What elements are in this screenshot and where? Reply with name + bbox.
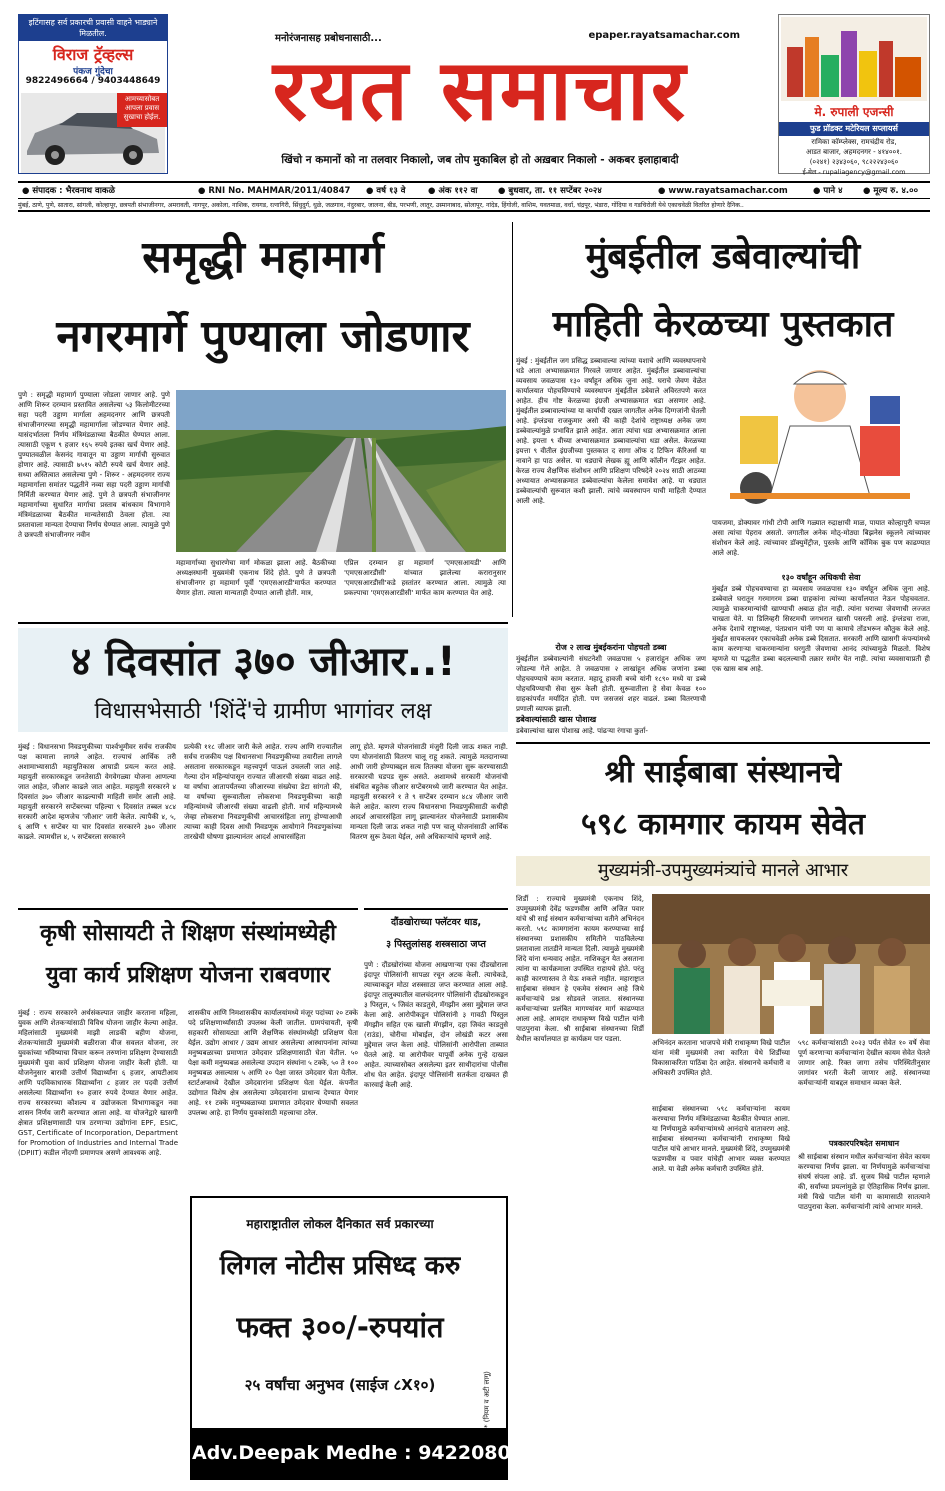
krushi-col-2: शासकीय आणि निमशासकीय कार्यालयांमध्ये मंजूर पदांच्या २० टक्के पदे प्रशिक्षणार्थ्यांसाठी उपलब्ध केली जातील. ग्रामपंचायती, कृषी सहकारी सोसायट्या आणि शैक्षणिक संस्थांमध्येही प्रशिक्षण घेता येईल. उद्योग आधार / उद्यम आधार असलेल्या आस्थापनांना त्यांच्या मनुष्यबळाच्या प्रमाणात उमेदवार प्रशिक्षणासाठी घेता येतील. ५० पेक्षा कमी मनुष्यबळ असलेल्या उपदान संस्थांना ५ टक्के, ५० ते १०० मनुष्यबळ असल्यास ५ आणि २० पेक्षा जास्त उमेदवार घेता येतील. स्टार्टअप्सध्ये देखील उमेदवारांना प्रशिक्षण घेता येईल. कंपनीत उद्योगात विशेष क्षेत्र असलेल्या उमेदवारांना प्राधान्य देण्यात येणार आहे. ११ टक्के मनुष्यबळाच्या प्रमाणात उमेदवार घेण्याची सवलत उपलब्ध आहे. हा निर्णय युवकांसाठी महत्त्वाचा ठरेल.	[188, 1009, 358, 1117]
dabbawala-right-text-2: मुंबईत डब्बे पोहचवण्याचा हा व्यवसाय जवळपास १३० वर्षांहून अधिक जुना आहे. डब्बेवाले घरातून गरमागरम डब्बा ग्राहकांना त्यांच्या कार्यालयात नेऊन पोहचवतात. त्यामुळे चाकरमान्यांची खाण्याची अबाळ होत नाही. त्यांना घराच्या जेवणाची लज्जत चाखता येते. या डिलिव्हरी सिस्टमची जगभरात खासी पसरली आहे. इंग्लंडचा राजा, अनेक देशाचे राष्ट्राध्यक्ष, पंतप्रधान यांनी पण या कामाचे तोंडभरून कौतुक केले आहे. मुंबईत सायकलवर एकाचवेळी अनेक डब्बे दिसतात. सरकारी आणि खासगी कंपन्यांमध्ये काम करणाऱ्या चाकरमान्यांना घरगुती जेवणाचा आनंद त्यांच्यामुळे मिळतो. विशेष म्हणजे या पद्धतीत डब्बा बदलल्याची तक्रार समोर येत नाही. त्यांचा व्यवसायाप्रती ही एक खास बाब आहे.	[712, 585, 930, 673]
ad-viraj-name: विराज ट्रॅव्हल्स	[52, 45, 134, 64]
samruddhi-col-3: एप्रिल दरम्यान हा महामार्ग 'एमएसआयडी' आणि 'एमएसआरडीसी' यांच्यात झालेल्या करारानुसार 'एमएसआरडीसी'कडे हस्तांतर करण्यात आला. त्यामुळे त्या प्रकल्पाचा 'एमएसआरडीसी' मार्फत काम करण्यात येत आहे.	[344, 559, 506, 597]
daund-text: पुणे : दौंडखोरांच्या योजना आखणाऱ्या एका दौंडखोराला इंदापूर पोलिसांनी सापळा रचून अटक केली. त्याचेकडे, त्याच्याकडून मोठा शस्त्रसाठा जप्त करण्यात आला आहे. इंदापूर तालुक्यातील वालचंदनगर पोलिसांनी दौंडखोराकडून ३ पिस्तुल, ५ जिवंत काडतुसे, मॅगझीन असा मुद्देमाल जप्त केला आहे. आरोपीकडून पोलिसांनी ३ गावठी पिस्तुल मॅगझीन सहित एक खाली मॅगझीन, दहा जिवंत काडतुसे (राउंड), चोरीचा मोबाईल, दोन लोखंडी कटर असा मुद्देमाल जप्त केला आहे. पोलिसांनी आरोपीला ताब्यात घेतले आहे. या आरोपीवर यापूर्वी अनेक गुन्हे दाखल आहेत. त्याच्यासोबत असलेल्या इतर साथीदारांचा पोलीस शोध घेत आहेत. इंदापूर पोलिसांनी सतर्कता दाखवत ही कारवाई केली आहे.	[364, 961, 508, 1089]
ad-rupali-phone: (०२४१) २३४३०६०, ९८२२२४३०६०	[809, 158, 899, 166]
ad-legal-notice	[190, 1196, 551, 1480]
saibaba-col-3b: श्री साईबाबा संस्थान मधील कर्मचाऱ्यांना सेवेत कायम करण्याचा निर्णय झाला. या निर्णयामुळे कर्मचाऱ्यांचा संघर्ष संपला आहे. डॉ. सुजय विखे पाटील म्हणाले की, सर्वांच्या प्रयत्नांमुळे हा ऐतिहासिक निर्णय झाला. मंत्री विखे पाटील यांनी या कामासाठी सातत्याने पाठपुरावा केला. कर्मचाऱ्यांनी त्यांचे आभार मानले.	[798, 1153, 930, 1211]
masthead-epaper[interactable]: epaper.rayatsamachar.com	[588, 30, 740, 41]
highway-photo	[176, 390, 506, 552]
ad-rupali-sub: फुड प्रॉडक्ट मटेरियल सप्लायर्स	[779, 122, 929, 136]
samruddhi-headline-2: नगरमार्गे पुण्याला जोडणार	[56, 311, 470, 362]
dabbawala-text-3: डबेवाल्यांचा खास पोशाख आहे. पांढऱ्या रंगाचा कुर्ता-	[516, 727, 648, 735]
article-samruddhi	[18, 222, 508, 614]
info-year: ● वर्ष १३ वे	[366, 186, 406, 196]
ad-rupali-addr2: आडत बाजार, अहमदनगर - ४१४००१.	[806, 148, 902, 156]
info-price: ● मूल्य रु. ४.००	[863, 186, 918, 196]
masthead-title: रयत समाचार	[272, 41, 688, 139]
dabbawala-sub-3: १३० वर्षांहून अधिकची सेवा	[781, 573, 861, 582]
masthead-quote: खिंचो न कमानों को ना तलवार निकालो, जब तोप मुकाबिल हो तो अख़बार निकालो - अकबर इलाहाबादी	[281, 154, 679, 166]
gr-subhead: विधासभेसाठी 'शिंदें'चे ग्रामीण भागांवर लक्ष	[94, 699, 432, 724]
saibaba-headline-1: श्री साईबाबा संस्थानचे	[604, 755, 842, 790]
info-issue: ● अंक ११२ वा	[428, 186, 478, 196]
notice-contact[interactable]: Adv.Deepak Medhe : 9422080597	[192, 1428, 506, 1478]
ad-rupali-name: मे. रुपाली एजन्सी	[814, 105, 894, 119]
saibaba-col-1: शिर्डी : राज्याचे मुख्यमंत्री एकनाथ शिंदे, उपमुख्यमंत्री देवेंद्र फडणवीस आणि अजित पवार यांचे श्री साई संस्थान कर्मचाऱ्यांच्या वतीने अभिनंदन करतो. ५९८ कामगारांना कायम करण्याच्या साई संस्थानच्या प्रशासकीय समितीने पाठविलेल्या प्रस्तावाला तातडीने मान्यता दिली. त्यामुळे मुख्यमंत्री शिंदे यांना धन्यवाद आहेत. नाशिकहून येत असताना त्यांना या कार्यक्रमाला उपस्थित राहायचे होते. परंतु काही कारणास्तव ते येऊ शकले नाहीत. महाराष्ट्रात साईबाबा संस्थान हे एकमेव संस्थान आहे जिथे कर्मचाऱ्यांचे प्रश्न सोडवले जातात. संस्थानच्या कर्मचाऱ्यांच्या प्रलंबित मागण्यांवर मार्ग काढण्यात आला आहे. आमदार राधाकृष्ण विखे पाटील यांनी पाठपुरावा केला. श्री साईबाबा संस्थानच्या शिर्डी येथील कार्यालयात हा कार्यक्रम पार पडला.	[516, 895, 644, 1043]
info-pages: ● पाने ४	[813, 186, 843, 196]
ad-viraj-top: इटिंगासह सर्व प्रकारची प्रवासी वाहने भाड्याने मिळतील.	[19, 15, 167, 41]
notice-line-4: २५ वर्षांचा अनुभव (साईज ८X१०)	[244, 1376, 436, 1394]
article-saibaba	[516, 742, 930, 1480]
dabbawala-headline-1: मुंबईतील डबेवाल्यांची	[585, 236, 861, 277]
gr-col-3: लागू होते. म्हणजे योजनांसाठी मंजुरी दिली जाऊ शकत नाही. पण योजनांसाठी वितरण चालू राहू शकते. त्यामुळे मतदानाच्या आधी जारी होण्याबद्दल सत्य तितक्या योजना सुरू करण्यासाठी सरकारची घडपड सुरू असते. अशामध्ये सरकारी योजनांची संबंधित बहुतेक जीआर सप्टेंबरमध्ये जारी करण्यात येत आहेत. महायुती सरकारने १ ते ९ सप्टेंबर दरम्यान ४८४ जीआर जारी केले आहेत. कारण राज्य विधानसभा निवडणुकीसाठी कधीही आदर्श आचारसंहिता लागू झाल्यानंतर योजनेसाठी प्रशासकीय मान्यता दिली जाऊ शकत नाही पण चालू योजनांसाठी आर्थिक वितरण सुरू ठेवता येईल, असे अधिकाऱ्यांचे म्हणणे आहे.	[350, 743, 508, 841]
dabbawala-illustration	[710, 356, 928, 516]
gr-col-1: मुंबई : विधानसभा निवडणुकीच्या पार्श्वभूमीवर सर्वच राजकीय पक्ष कामाला लागले आहेत. राज्याचं आर्थिक तरी अशामाभ्यासाठी महायुतिकास आघाडी प्रयत्न करत आहे. महायुती सरकारकडून जनतेसाठी वेगवेगळ्या योजना आणल्या जात आहेत, जीआर काढले जात आहेत. महायुती सरकारने ४ दिवसांत ३७० जीआर काढल्याची माहिती समोर आली आहे. महायुती सरकारने सप्टेंबरच्या पहिल्या ९ दिवसांत तब्बल ४८४ सरकारी आदेश म्हणजेच 'जीआर' जारी केलेत. त्यापैकी ४, ५, ६ आणि ९ सप्टेंबर या चार दिवसांत सरकारने ३७० जीआर काढले. त्यामधील ४, ५ सप्टेंबरला सरकारने	[18, 743, 176, 841]
info-rni: ● RNI No. MAHMAR/2011/40847	[198, 186, 351, 196]
krushi-col-1: मुंबई : राज्य सरकारने अर्थसंकल्पात जाहीर करताना महिला, युवक आणि शेतकऱ्यांसाठी विविध योजना जाहीर केल्या आहेत. महिलांसाठी मुख्यमंत्री माझी लाडकी बहीण योजना, शेतकऱ्यांसाठी मुख्यमंत्री बळीराजा वीज सवलत योजना, तर युवकांच्या भविष्याचा विचार करून तरुणांना प्रशिक्षण देण्यासाठी मुख्यमंत्री युवा कार्य प्रशिक्षण योजना जाहीर केली होती. या योजनेनुसार बारावी उत्तीर्ण विद्यार्थ्यांना ६ हजार, आयटीआय आणि पदविकाधारक विद्यार्थ्यांना ८ हजार तर पदवी उत्तीर्ण असलेल्या विद्यार्थ्यांना १० हजार रुपये देण्यात येणार आहेत. राज्य सरकारच्या कौशल्य व उद्योजकता विभागाकडून नवा शासन निर्णय जारी करण्यात आला आहे. या योजनेद्वारे खासगी क्षेत्रात प्रशिक्षणासाठी पात्र ठरणाऱ्या उद्योगांना EPF, ESIC, GST, Certificate of Incorporation, Department for Promotion of Industries and Internal Trade (DPIIT) कडील नोंदणी प्रमाणपत्र असणे आवश्यक आहे.	[18, 1009, 178, 1157]
saibaba-subhead: मुख्यमंत्री-उपमुख्यमंत्र्यांचे मानले आभार	[516, 856, 930, 886]
masthead	[0, 0, 945, 178]
info-bar	[18, 181, 930, 199]
daund-headline-1: दौंडखोराच्या फ्लॅटवर धाड,	[390, 917, 482, 928]
info-website[interactable]: ● www.rayatsamachar.com	[658, 186, 788, 196]
dabbawala-sub-1: रोज २ लाख मुंबईकरांना पोहचतो डब्बा	[555, 643, 667, 652]
products-photo	[781, 17, 927, 101]
notice-line-1: महाराष्ट्रातील लोकल दैनिकात सर्व प्रकारच्या	[246, 1217, 434, 1231]
ad-viraj-slogan: आमच्यासोबत आपला प्रवास सुखाचा होईल.	[117, 93, 167, 127]
ad-rupali-agency	[778, 14, 930, 174]
saibaba-headline-2: ५९८ कामगार कायम सेवेत	[580, 807, 866, 842]
krushi-headline-2: युवा कार्य प्रशिक्षण योजना राबवणार	[45, 963, 331, 988]
article-gr	[18, 622, 508, 904]
ad-rupali-addr1: रामिका कॉम्प्लेक्स, रामचंद्रीय रोड,	[811, 138, 897, 146]
gr-headline: ४ दिवसांत ३७० जीआर..!	[70, 639, 456, 685]
saibaba-sub-right: पत्रकारपरिषदेत समाधान	[828, 1139, 900, 1148]
samruddhi-headline-1: समृद्धी महामार्ग	[142, 232, 384, 283]
notice-line-3: फक्त ३००/-रुपयांत	[236, 1310, 444, 1344]
dabbawala-text-2: मुंबईतील डब्बेवाल्यांनी संघटनेशी जवळपास ५ हजारांहून अधिक जण जोडल्या गेले आहेत. ते जवळपास २ लाखांहून अधिक जणांना डब्बा पोहचवण्याचे काम करतात. महादू हावजी बच्चे यांनी १८९० मध्ये या डब्बे पोहचविण्याची सेवा सुरू केली होती. सुरूवातीला हे सेवा केवळ १०० ग्राहकांपर्यंत मर्यादित होती. पण जसजसं शहर वाढलं. डब्बा वितरणाची प्रणाली व्यापक झाली.	[516, 655, 706, 713]
krushi-headline-1: कृषी सोसायटी ते शिक्षण संस्थांमध्येही	[40, 921, 336, 946]
info-date: ● बुधवार, ता. ११ सप्टेंबर २०२४	[498, 186, 602, 196]
info-editor: ● संपादक : भैरवनाथ वाकळे	[22, 186, 115, 196]
saibaba-col-2: साईबाबा संस्थानच्या ५९८ कर्मचाऱ्यांना कायम करण्याचा निर्णय मंत्रिमंडळाच्या बैठकीत घेण्यात आला. या निर्णयामुळे कर्मचाऱ्यांमध्ये आनंदाचे वातावरण आहे. साईबाबा संस्थानच्या कर्मचाऱ्यांनी राधाकृष्ण विखे पाटील यांचे आभार मानले. मुख्यमंत्री शिंदे, उपमुख्यमंत्री फडणवीस व पवार यांचेही आभार व्यक्त करण्यात आले. या वेळी अनेक कर्मचारी उपस्थित होते.	[652, 1105, 790, 1173]
samruddhi-col-2: महामार्गाच्या सुधारणेचा मार्ग मोकळा झाला आहे. बैठकीच्या अध्यक्षस्थानी मुख्यमंत्री एकनाथ शिंदे होते. पुणे ते छत्रपती संभाजीनगर हा महामार्ग पूर्वी 'एमएसआरडी'मार्फत करण्यात येणार होता. त्याला मान्यताही देण्यात आली होती. मात्र,	[176, 559, 336, 597]
dabbawala-sub-2: डबेवाल्यांसाठी खास पोशाख	[516, 715, 597, 724]
saibaba-photo-text: अभिनंदन करताना भाजपचे मंत्री राधाकृष्ण विखे पाटील यांना मंत्री मुख्यमंत्री तथा कारिता येथे शिर्डीच्या विकासाकरिता पाठिंबा देत आहेत. संस्थानचे कर्मचारी व अधिकारी उपस्थित होते.	[652, 1039, 790, 1077]
info-cities: मुंबई, ठाणे, पुणे, सातारा, सांगली, कोल्हापूर, छत्रपती संभाजीनगर, अमरावती, नागपूर, अकोला, नाशिक, रायगड, रत्नागिरी, सिंधुदुर्ग, धुळे, जळगाव, नंदुरबार, जालना, बीड, परभणी, लातूर, उस्मानाबाद, सोलापूर, नांदेड, हिंगोली, वाशिम, यवतमाळ, वर्धा, चंद्रपूर, भंडारा, गोंदिया व गडचिरोली येथे एकाचवेळी वितरित होणारे दैनिक..	[18, 200, 930, 212]
gr-col-2: प्रत्येकी ११८ जीआर जारी केले आहेत. राज्य आणि राज्यातील सर्वच राजकीय पक्ष विधानसभा निवडणुकीच्या तयारीला लागले असताना सरकारकडून महत्त्वपूर्ण पाऊलं उचलली जात आहे. गेल्या दोन महिन्यांपासून राज्यात जीआरची संख्या वाढत आहे. या वर्षाचा आतापर्यंतच्या जीआरच्या संख्येचा डेटा सांगतो की, या वर्षाच्या सुरूवातीला लोकसभा निवडणुकीच्या काही महिन्यांमध्ये जीआरची संख्या वाढली होती. मार्च महिन्यामध्ये जेव्हा लोकसभा निवडणुकीची आचारसंहिता लागू होण्याआधी त्याच्या काही दिवस आधी निवडणूक आयोगाने निवडणुकांच्या तारखेची घोषणा झाल्यानंतर आदर्श आचारसंहिता	[184, 743, 342, 841]
ad-viraj-travels	[18, 14, 168, 174]
article-daund	[364, 908, 508, 1194]
notice-side-note: * (नियम व अटी लागू)	[483, 1371, 491, 1428]
masthead-tagline: मनोरंजनासह प्रबोधनासाठी...	[275, 33, 382, 44]
daund-headline-2: ३ पिस्तुलांसह शस्त्रसाठा जप्त	[386, 939, 486, 950]
ad-rupali-email: ई-मेल - rupaliagency@gmail.com	[802, 168, 906, 176]
saibaba-col-3: ५९८ कर्मचाऱ्यांसाठी २०२३ पर्यंत सेवेत १० वर्षे सेवा पूर्ण करणाऱ्या कर्मचाऱ्यांना देखील कायम सेवेत घेतले जाणार आहे. रिक्त जागा तसेच परिस्थितीनुसार जागांवर भरती केली जाणार आहे. संस्थानच्या कर्मचाऱ्यांनी याबद्दल समाधान व्यक्त केले.	[798, 1039, 931, 1087]
samruddhi-col-1: पुणे : समृद्धी महामार्ग पुण्याला जोडला जाणार आहे. पुणे आणि शिरूर दरम्यान प्रस्तावित असलेल्या ५३ किलोमीटरच्या सहा पदरी उड्डाण मार्गाला अहमदनगर आणि छत्रपती संभाजीनगरच्या समृद्धी महामार्गाला जोडण्यात येणार आहे. यासंदर्भातला निर्णय मंत्रिमंडळाच्या बैठकीत घेण्यात आला. त्यासाठी एकूण ९ हजार १६५ रुपये इतका खर्च येणार आहे. पुण्यातवळील केसनंद गावातून या उड्डाण मार्गाची सुरुवात होणार आहे. त्यासाठी ७५१५ कोटी रुपये खर्च येणार आहे. सध्या अस्तित्वात असलेल्या पुणे - शिरूर - अहमदनगर राज्य महामार्गाला समांतर पद्धतीने नव्या सहा पदरी उड्डाण मार्गाची निर्मिती करण्यात येणार आहे. पुणे ते छत्रपती संभाजीनगर महामार्गाच्या सुधारित मार्गाचा प्रस्ताव बांधकाम विभागाने मंत्रिमंडळाच्या बैठकीत मान्यतेसाठी ठेवला होता. त्या प्रस्तावाला मान्यता देण्याचा निर्णय घेण्यात आला. त्यामुळे पुणे ते छत्रपती संभाजीनगर नवीन	[18, 391, 170, 539]
dabbawala-right-text: पायजमा, डोक्यावर गांधी टोपी आणि गळ्यात रुद्राक्षाची माळ, पायात कोल्हापुरी चप्पल असा त्यांचा पेहराव असतो. जगातील अनेक मोठ्-मोठ्या बिझनेस स्कूलने त्यांच्यावर संशोधन केले आहे. त्यांच्यावर डॉक्युमेंट्रीज, पुस्तके आणि कॉमिक बुक पण काढण्यात आले आहे.	[712, 519, 930, 557]
dabbawala-headline-2: माहिती केरळच्या पुस्तकात	[552, 304, 894, 345]
ad-viraj-phone: 9822496664 / 9403448649	[25, 76, 161, 86]
ad-viraj-owner: पंकज गुंदेचा	[73, 67, 113, 77]
column-divider	[512, 222, 513, 617]
dabbawala-text: मुंबई : मुंबईतील जग प्रसिद्ध डब्बावाल्या त्यांच्या यशाचे आणि व्यवस्थापनाचे धडे आता अभ्यासक्रमात गिरवले जाणार आहेत. मुंबईतील डब्बावाल्यांचा व्यवसाय जवळपास १३० वर्षांहून अधिक जुना आहे. घराचे जेवण वेळेत कार्यालयात पोहचविण्याचे व्यवस्थापन मुंबईतील डबेवाले अविरतपणे करत आहेत. हीच गोष्ट केरळच्या इंग्रजी अभ्यासक्रमात धडा असणार आहे. मुंबईतील डब्बावाल्यांच्या या कार्याची दखल जागतील अनेक दिग्गजांनी घेतली आहे. इंग्लंडचा राजकुमार असो की काही देशांचे राष्ट्राध्यक्ष अनेक जण डब्बेवाल्यांमुळे प्रभावित झाले आहेत. आता त्यांचा धडा अभ्यासक्रमात आला आहे. इयत्ता ९ वीच्या अभ्यासक्रमात डब्बावाल्यांचा धडा असेल. केरळच्या इयत्ता ९ वीतील इंग्रजीच्या पुस्तकात द सागा ऑफ द टिफिन कॅरिअर्स या नावाने हा पाठ असेल. या धड्याचे लेखक ह्यू आणि कॉलीन गँटझर आहेत. केरळ राज्य शैक्षणिक संशोधन आणि प्रशिक्षण परिषदेने २०२४ साठी आठव्या अध्यायात अभ्यासक्रमात डब्बेवाल्यांचा केलेला समावेश आहे. या धड्यात डब्बेवाल्यांची सुरूवात कशी झाली. त्यांचे व्यवस्थापन याची माहिती देण्यात आली आहे.	[516, 357, 706, 505]
notice-line-2: लिगल नोटीस प्रसिध्द करु	[219, 1251, 461, 1281]
ceremony-photo	[652, 894, 930, 1034]
